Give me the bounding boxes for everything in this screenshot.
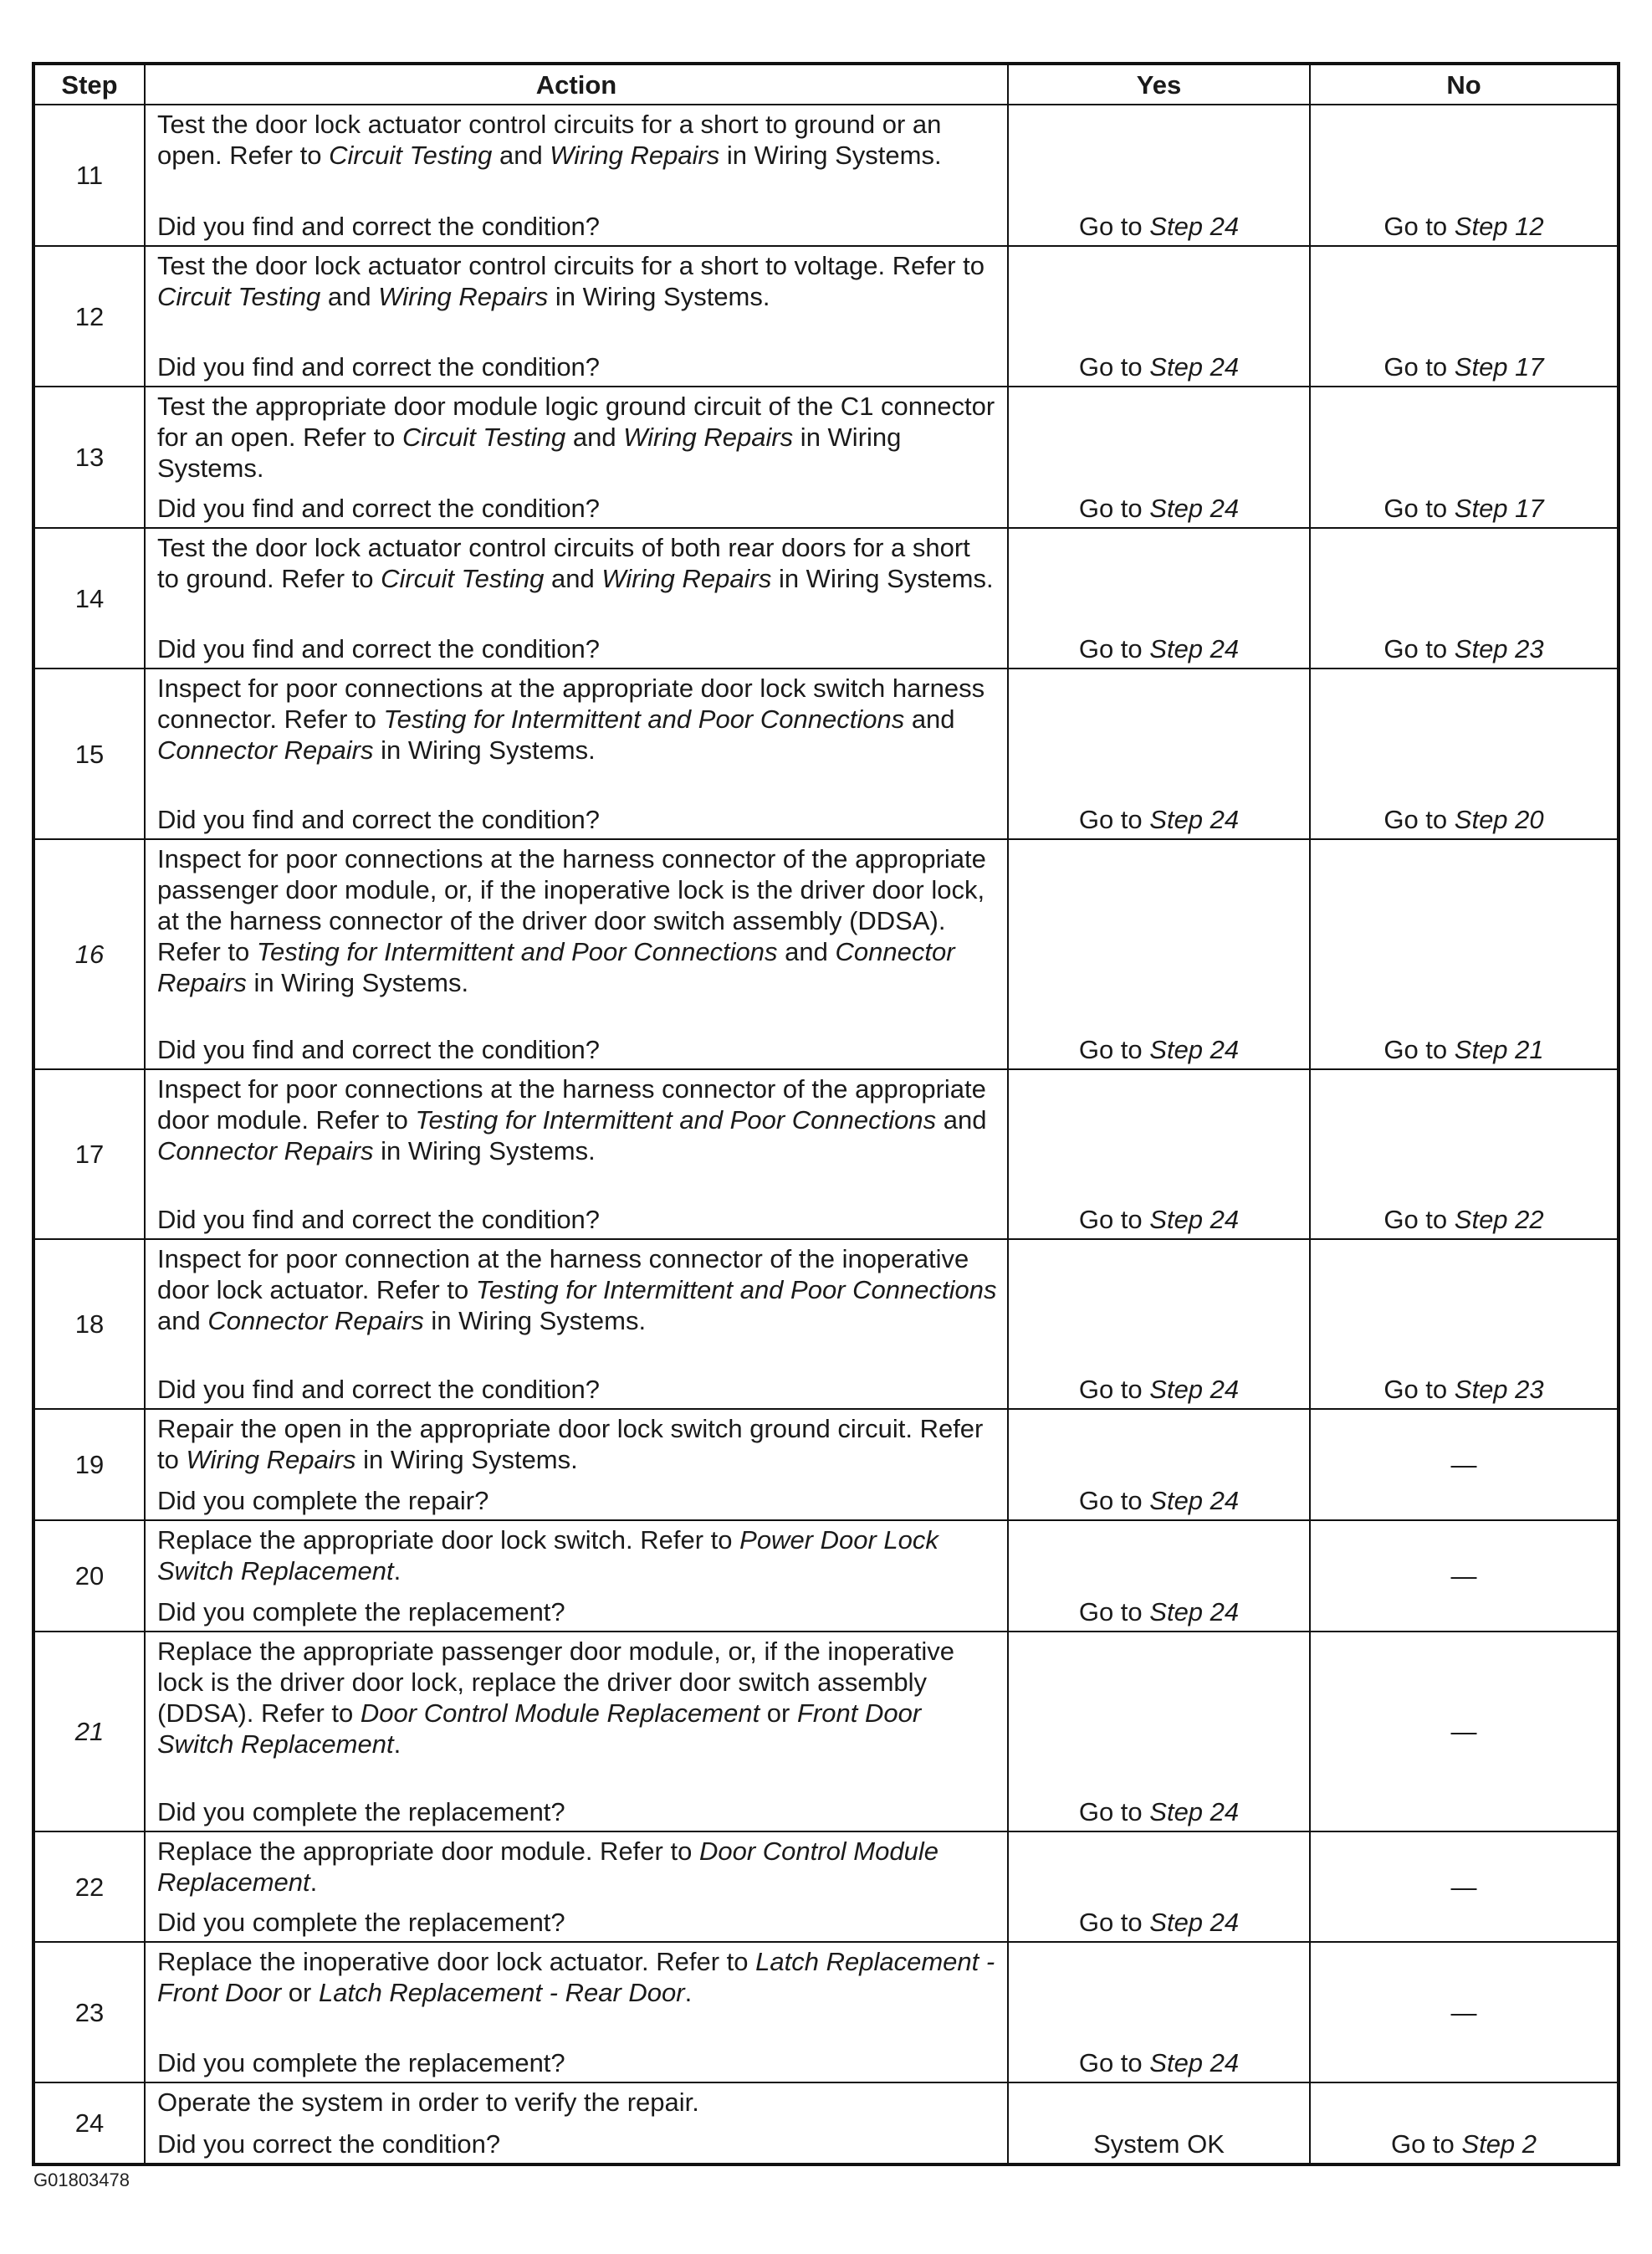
text-segment: Go to: [1383, 494, 1455, 523]
reference-link-text: Connector Repairs: [207, 1306, 424, 1335]
yes-cell: [1008, 1069, 1310, 1239]
reference-link-text: Circuit Testing: [401, 423, 566, 452]
diagnostic-table: [32, 62, 1620, 2166]
no-cell: [1310, 1831, 1619, 1942]
header-action: Action: [145, 64, 1008, 105]
reference-link-text: Door Control Module Replacement: [157, 1836, 939, 1897]
reference-link-text: Step 24: [1149, 1375, 1240, 1404]
reference-link-text: Circuit Testing: [329, 141, 493, 170]
step-row-14: [33, 528, 1619, 669]
text-segment: and: [936, 1105, 987, 1135]
reference-link-text: Step 24: [1149, 1205, 1240, 1234]
action-text: [157, 109, 997, 171]
reference-link-text: Testing for Intermittent and Poor Connections: [256, 937, 778, 966]
reference-link-text: Step 12: [1454, 212, 1544, 241]
action-content: [157, 843, 997, 1065]
text-segment: System OK: [1093, 2129, 1225, 2159]
text-segment: Go to: [1383, 634, 1455, 663]
action-content: [157, 1836, 997, 1938]
action-cell: [145, 1409, 1008, 1520]
text-segment: .: [684, 1978, 693, 2007]
action-question: Did you correct the condition?: [157, 2129, 501, 2159]
text-segment: —: [1450, 1561, 1477, 1591]
reference-link-text: Connector Repairs: [157, 937, 955, 997]
step-row-11: [33, 105, 1619, 246]
reference-link-text: Testing for Intermittent and Poor Connections: [415, 1105, 937, 1135]
yes-cell: [1008, 1409, 1310, 1520]
action-content: [157, 1946, 997, 2078]
header-no: No: [1310, 64, 1619, 105]
step-row-15: [33, 669, 1619, 839]
step-row-20: [33, 1520, 1619, 1632]
step-number: 13: [33, 387, 145, 528]
yes-cell: [1008, 387, 1310, 528]
text-segment: Go to: [1078, 805, 1150, 834]
no-cell: [1310, 528, 1619, 669]
no-cell: [1310, 246, 1619, 387]
step-number: 24: [33, 2082, 145, 2164]
action-question: Did you find and correct the condition?: [157, 634, 601, 663]
no-cell: [1310, 1632, 1619, 1831]
step-row-24: [33, 2082, 1619, 2164]
step-number: 15: [33, 669, 145, 839]
text-segment: and: [492, 141, 550, 170]
no-cell: [1310, 1520, 1619, 1632]
reference-link-text: Step 24: [1149, 1486, 1240, 1515]
yes-cell: [1008, 839, 1310, 1069]
action-question: Did you find and correct the condition?: [157, 494, 601, 523]
action-question: Did you complete the repair?: [157, 1486, 489, 1515]
no-cell: [1310, 1239, 1619, 1409]
reference-link-text: Step 24: [1149, 1908, 1240, 1937]
reference-link-text: Wiring Repairs: [601, 564, 772, 593]
text-segment: Go to: [1383, 1205, 1455, 1234]
reference-link-text: Step 24: [1149, 1797, 1240, 1826]
no-cell: [1310, 1942, 1619, 2082]
action-content: [157, 1243, 997, 1405]
text-segment: in Wiring Systems.: [373, 1136, 596, 1165]
text-segment: —: [1450, 1450, 1477, 1479]
text-segment: .: [393, 1729, 401, 1759]
reference-link-text: Wiring Repairs: [378, 282, 549, 311]
action-text: [157, 532, 997, 594]
action-question: Did you find and correct the condition?: [157, 212, 601, 241]
step-row-21: [33, 1632, 1619, 1831]
action-cell: [145, 1520, 1008, 1632]
reference-link-text: Step 24: [1149, 212, 1240, 241]
reference-link-text: Step 24: [1149, 494, 1240, 523]
yes-cell: [1008, 246, 1310, 387]
text-segment: Test the door lock actuator control circuits of both rear doors for a short to ground. Refer to: [157, 533, 970, 593]
text-segment: —: [1450, 1717, 1477, 1746]
text-segment: in Wiring Systems.: [246, 968, 469, 997]
text-segment: Go to: [1078, 1205, 1150, 1234]
text-segment: Inspect for poor connections at the appropriate door lock switch harness connector. Refer to: [157, 674, 985, 734]
step-row-17: [33, 1069, 1619, 1239]
text-segment: Inspect for poor connections at the harness connector of the appropriate door module. Refer to: [157, 1074, 986, 1135]
reference-link-text: Step 17: [1454, 352, 1544, 382]
action-cell: [145, 387, 1008, 528]
step-number: 14: [33, 528, 145, 669]
no-cell: [1310, 839, 1619, 1069]
step-row-23: [33, 1942, 1619, 2082]
text-segment: Inspect for poor connections at the harness connector of the appropriate passenger door module, or, if the inoperative lock is the driver door lock, at the harness connector of the driver door switch assembly (DDSA). Refer to: [157, 844, 986, 966]
reference-link-text: Testing for Intermittent and Poor Connections: [383, 704, 905, 734]
step-number: 21: [33, 1632, 145, 1831]
text-segment: and: [544, 564, 602, 593]
reference-link-text: Latch Replacement - Front Door: [157, 1947, 995, 2007]
reference-link-text: Connector Repairs: [157, 735, 374, 765]
text-segment: Go to: [1078, 1375, 1150, 1404]
reference-link-text: Step 20: [1454, 805, 1544, 834]
text-segment: —: [1450, 1997, 1477, 2027]
yes-cell: [1008, 2082, 1310, 2164]
text-segment: and: [565, 423, 624, 452]
text-segment: in Wiring Systems.: [548, 282, 770, 311]
text-segment: Go to: [1383, 352, 1455, 382]
text-segment: .: [309, 1867, 318, 1897]
text-segment: Test the door lock actuator control circuits for a short to voltage. Refer to: [157, 251, 985, 280]
text-segment: Replace the appropriate door module. Refer to: [157, 1836, 699, 1866]
step-number: 18: [33, 1239, 145, 1409]
step-row-13: [33, 387, 1619, 528]
text-segment: in Wiring Systems.: [355, 1445, 578, 1474]
reference-link-text: Wiring Repairs: [186, 1445, 356, 1474]
figure-id: G01803478: [33, 2169, 130, 2190]
action-question: Did you find and correct the condition?: [157, 1375, 601, 1404]
action-question: Did you complete the replacement?: [157, 1797, 565, 1826]
header-row: [33, 64, 1619, 105]
text-segment: Replace the appropriate door lock switch. Refer to: [157, 1525, 740, 1555]
action-content: [157, 250, 997, 382]
action-question: Did you find and correct the condition?: [157, 1035, 601, 1064]
action-cell: [145, 2082, 1008, 2164]
text-segment: in Wiring Systems.: [373, 735, 596, 765]
action-content: [157, 1636, 997, 1827]
action-text: [157, 391, 997, 484]
no-cell: [1310, 1409, 1619, 1520]
action-text: [157, 1413, 997, 1475]
yes-cell: [1008, 1942, 1310, 2082]
text-segment: Go to: [1078, 1035, 1150, 1064]
reference-link-text: Step 24: [1149, 1597, 1240, 1626]
action-text: [157, 1073, 997, 1166]
yes-cell: [1008, 1831, 1310, 1942]
text-segment: Operate the system in order to verify the repair.: [157, 2088, 699, 2117]
action-text: [157, 1524, 997, 1586]
step-number: 22: [33, 1831, 145, 1942]
text-segment: —: [1450, 1872, 1477, 1902]
action-cell: [145, 528, 1008, 669]
header-yes: Yes: [1008, 64, 1310, 105]
text-segment: and: [904, 704, 955, 734]
text-segment: or: [760, 1698, 797, 1728]
action-content: [157, 109, 997, 242]
text-segment: .: [393, 1556, 401, 1585]
action-content: [157, 1073, 997, 1235]
text-segment: Go to: [1383, 1035, 1455, 1064]
text-segment: Go to: [1078, 352, 1150, 382]
text-segment: Test the appropriate door module logic ground circuit of the C1 connector for an open. Refer to: [157, 392, 995, 452]
yes-cell: [1008, 1632, 1310, 1831]
text-segment: Go to: [1078, 2048, 1150, 2077]
reference-link-text: Step 24: [1149, 634, 1240, 663]
yes-cell: [1008, 669, 1310, 839]
text-segment: in Wiring Systems.: [771, 564, 994, 593]
action-question: Did you complete the replacement?: [157, 2048, 565, 2077]
no-cell: [1310, 2082, 1619, 2164]
reference-link-text: Testing for Intermittent and Poor Connections: [475, 1275, 997, 1304]
reference-link-text: Step 23: [1454, 634, 1544, 663]
step-number: 23: [33, 1942, 145, 2082]
reference-link-text: Step 17: [1454, 494, 1544, 523]
action-question: Did you complete the replacement?: [157, 1597, 565, 1626]
text-segment: and: [777, 937, 836, 966]
text-segment: or: [281, 1978, 319, 2007]
action-content: [157, 2087, 997, 2159]
reference-link-text: Latch Replacement - Rear Door: [318, 1978, 685, 2007]
step-number: 12: [33, 246, 145, 387]
action-cell: [145, 669, 1008, 839]
text-segment: Go to: [1390, 2129, 1462, 2159]
action-text: [157, 1243, 997, 1336]
action-cell: [145, 1239, 1008, 1409]
reference-link-text: Step 24: [1149, 352, 1240, 382]
reference-link-text: Step 24: [1149, 1035, 1240, 1064]
text-segment: in Wiring Systems.: [157, 423, 902, 483]
reference-link-text: Step 21: [1454, 1035, 1544, 1064]
action-cell: [145, 1942, 1008, 2082]
action-content: [157, 673, 997, 835]
text-segment: Go to: [1078, 212, 1150, 241]
action-cell: [145, 246, 1008, 387]
action-question: Did you find and correct the condition?: [157, 1205, 601, 1234]
text-segment: Go to: [1383, 1375, 1455, 1404]
action-text: [157, 1836, 997, 1898]
no-cell: [1310, 1069, 1619, 1239]
text-segment: Go to: [1078, 1797, 1150, 1826]
step-row-18: [33, 1239, 1619, 1409]
step-row-19: [33, 1409, 1619, 1520]
text-segment: Repair the open in the appropriate door lock switch ground circuit. Refer to: [157, 1414, 984, 1474]
step-number: 20: [33, 1520, 145, 1632]
reference-link-text: Door Control Module Replacement: [360, 1698, 760, 1728]
reference-link-text: Front Door Switch Replacement: [157, 1698, 922, 1759]
action-content: [157, 532, 997, 664]
reference-link-text: Step 24: [1149, 2048, 1240, 2077]
action-cell: [145, 1632, 1008, 1831]
text-segment: in Wiring Systems.: [423, 1306, 647, 1335]
action-text: [157, 1946, 997, 2008]
reference-link-text: Step 23: [1454, 1375, 1544, 1404]
step-number: 16: [33, 839, 145, 1069]
text-segment: Go to: [1383, 805, 1455, 834]
no-cell: [1310, 387, 1619, 528]
text-segment: Test the door lock actuator control circuits for a short to ground or an open. Refer to: [157, 110, 942, 170]
action-cell: [145, 1069, 1008, 1239]
no-cell: [1310, 105, 1619, 246]
yes-cell: [1008, 105, 1310, 246]
step-row-16: [33, 839, 1619, 1069]
action-cell: [145, 1831, 1008, 1942]
text-segment: Replace the appropriate passenger door module, or, if the inoperative lock is the driver door lock, replace the driver door switch assembly (DDSA). Refer to: [157, 1637, 954, 1728]
action-question: Did you complete the replacement?: [157, 1908, 565, 1937]
action-cell: [145, 839, 1008, 1069]
step-row-12: [33, 246, 1619, 387]
action-content: [157, 391, 997, 524]
yes-cell: [1008, 1239, 1310, 1409]
action-content: [157, 1524, 997, 1627]
text-segment: and: [320, 282, 379, 311]
action-text: [157, 250, 997, 312]
text-segment: in Wiring Systems.: [719, 141, 942, 170]
text-segment: Inspect for poor connection at the harness connector of the inoperative door lock actuator. Refer to: [157, 1244, 969, 1304]
action-text: [157, 2087, 997, 2118]
text-segment: Go to: [1078, 1597, 1150, 1626]
reference-link-text: Step 24: [1149, 805, 1240, 834]
yes-cell: [1008, 528, 1310, 669]
step-number: 11: [33, 105, 145, 246]
reference-link-text: Circuit Testing: [157, 282, 321, 311]
reference-link-text: Circuit Testing: [381, 564, 545, 593]
action-text: [157, 843, 997, 998]
step-number: 19: [33, 1409, 145, 1520]
action-cell: [145, 105, 1008, 246]
reference-link-text: Step 2: [1461, 2129, 1537, 2159]
text-segment: Go to: [1078, 634, 1150, 663]
text-segment: Go to: [1078, 494, 1150, 523]
text-segment: Go to: [1383, 212, 1455, 241]
action-question: Did you find and correct the condition?: [157, 352, 601, 382]
text-segment: Go to: [1078, 1486, 1150, 1515]
action-text: [157, 673, 997, 766]
text-segment: and: [157, 1306, 208, 1335]
text-segment: Replace the inoperative door lock actuator. Refer to: [157, 1947, 756, 1976]
action-text: [157, 1636, 997, 1760]
reference-link-text: Step 22: [1454, 1205, 1544, 1234]
header-step: Step: [33, 64, 145, 105]
action-question: Did you find and correct the condition?: [157, 805, 601, 834]
reference-link-text: Wiring Repairs: [550, 141, 720, 170]
step-row-22: [33, 1831, 1619, 1942]
action-content: [157, 1413, 997, 1516]
no-cell: [1310, 669, 1619, 839]
step-number: 17: [33, 1069, 145, 1239]
reference-link-text: Wiring Repairs: [623, 423, 794, 452]
text-segment: Go to: [1078, 1908, 1150, 1937]
reference-link-text: Connector Repairs: [157, 1136, 374, 1165]
reference-link-text: Power Door Lock Switch Replacement: [157, 1525, 939, 1585]
yes-cell: [1008, 1520, 1310, 1632]
